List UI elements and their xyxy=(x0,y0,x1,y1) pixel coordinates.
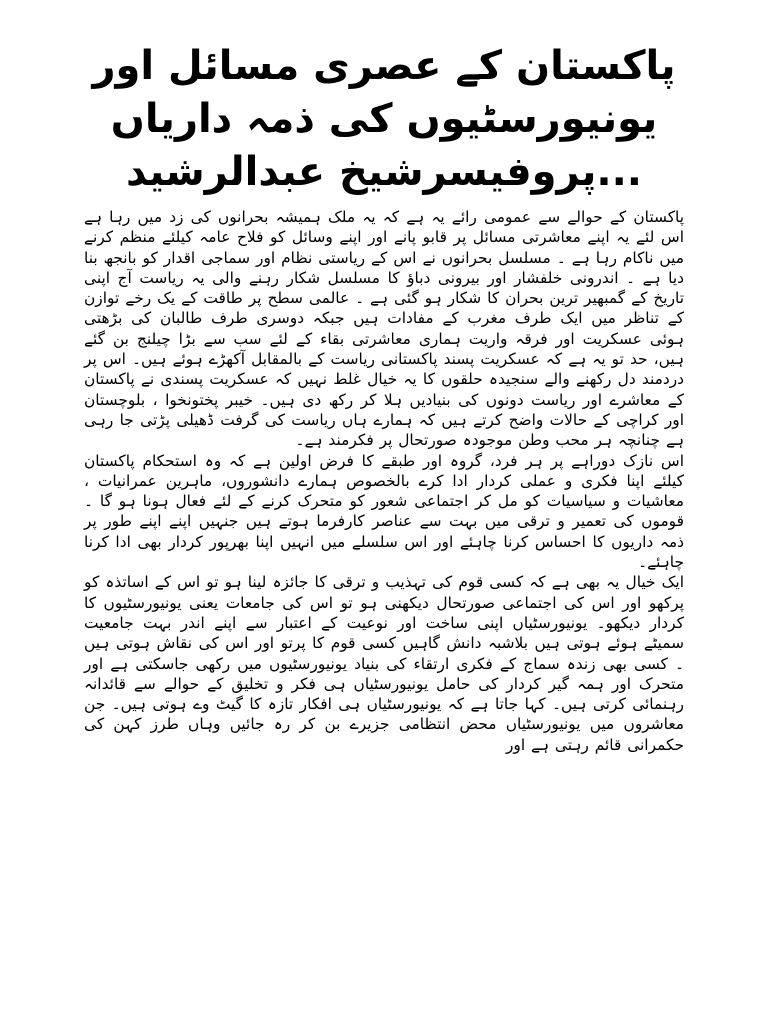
article-title: پاکستان کے عصری مسائل اور یونیورسٹیوں کی ذمہ داریاں ...پروفیسرشیخ عبدالرشید xyxy=(92,43,676,195)
article-paragraph: ایک خیال یہ بھی ہے کہ کسی قوم کی تہذیب و ترقی کا جائزہ لینا ہو تو اس کے اساتذہ کو پرکھو اور اس کی اجتماعی صورتحال دیکھنی ہو تو اس کی جامعات یعنی یونیورسٹیوں کا کردار دیکھو۔ یونیورسٹیاں اپنی ساخت اور نوعیت کے اعتبار سے اپنے اندر بہت جامعیت سمیٹے ہوئے ہوتی ہیں بلاشبہ دانش گاہیں کسی قوم کا پرتو اور اس کی نقاش ہوتی ہیں ۔ کسی بھی زندہ سماج کے فکری ارتقاء کی بنیاد یونیورسٹیوں میں رکھی جاسکتی ہے اور متحرک اور ہمہ گیر کردار کی حامل یونیورسٹیاں ہی فکر و تخلیق کے حوالے سے قائدانہ رہنمائی کرتی ہیں۔ کہا جاتا ہے کہ یونیورسٹیاں ہی افکار تازہ کا گیٹ وے ہوتی ہیں۔ جن معاشروں میں یونیورسٹیاں محض انتظامی جزیرے بن کر رہ جائیں وہاں طرز کہن کی حکمرانی قائم رہتی ہے اور xyxy=(84,573,684,754)
article-paragraph: اس نازک دوراہے پر ہر فرد، گروہ اور طبقے کا فرض اولین ہے کہ وہ استحکام پاکستان کیلئے اپنا فکری و عملی کردار ادا کرے بالخصوص ہمارے دانشوروں، ماہرین عمرانیات ، معاشیات و سیاسیات کو مل کر اجتماعی شعور کو متحرک کرنے کے لئے فعال ہونا ہو گا ۔ قوموں کی تعمیر و ترقی میں بہت سے عناصر کارفرما ہوتے ہیں جنہیں اپنے اپنے طور پر ذمہ داریوں کا احساس کرنا چاہئے اور اس سلسلے میں انہیں اپنا بھرپور کردار بھی ادا کرنا چاہئے۔ xyxy=(84,451,684,572)
article-paragraph: پاکستان کے حوالے سے عمومی رائے یہ ہے کہ یہ ملک ہمیشہ بحرانوں کی زد میں رہا ہے اس لئے یہ اپنے معاشرتی مسائل پر قابو پانے اور اپنے وسائل کو فلاح عامہ کیلئے منظم کرنے میں ناکام رہا ہے ۔ مسلسل بحرانوں نے اس کے ریاستی نظام اور سماجی اقدار کو بانجھ بنا دیا ہے ۔ اندرونی خلفشار اور بیرونی دباؤ کا مسلسل شکار رہنے والی یہ ریاست آج اپنی تاریخ کے گمبھیر ترین بحران کا شکار ہو گئی ہے ۔ عالمی سطح پر طاقت کے یک رخے توازن کے تناظر میں ایک طرف مغرب کے مفادات ہیں جبکہ دوسری طرف طالبان کی بڑھتی ہوئی عسکریت اور فرقہ واریت ہماری معاشرتی بقاء کے لئے سب سے بڑا چیلنج بن گئے ہیں، حد تو یہ ہے کہ عسکریت پسند پاکستانی ریاست کے بالمقابل آکھڑے ہوئے ہیں۔ اس پر دردمند دل رکھنے والے سنجیدہ حلقوں کا یہ خیال غلط نہیں کہ عسکریت پسندی نے پاکستان کے معاشرے اور ریاست دونوں کی بنیادیں ہلا کر رکھ دی ہیں۔ خیبر پختونخوا ، بلوچستان اور کراچی کے حالات واضح کرتے ہیں کہ ہمارے ہاں ریاست کی گرفت ڈھیلی پڑتی جا رہی ہے چنانچہ ہر محب وطن موجودہ صورتحال پر فکرمند ہے۔ xyxy=(84,208,684,450)
